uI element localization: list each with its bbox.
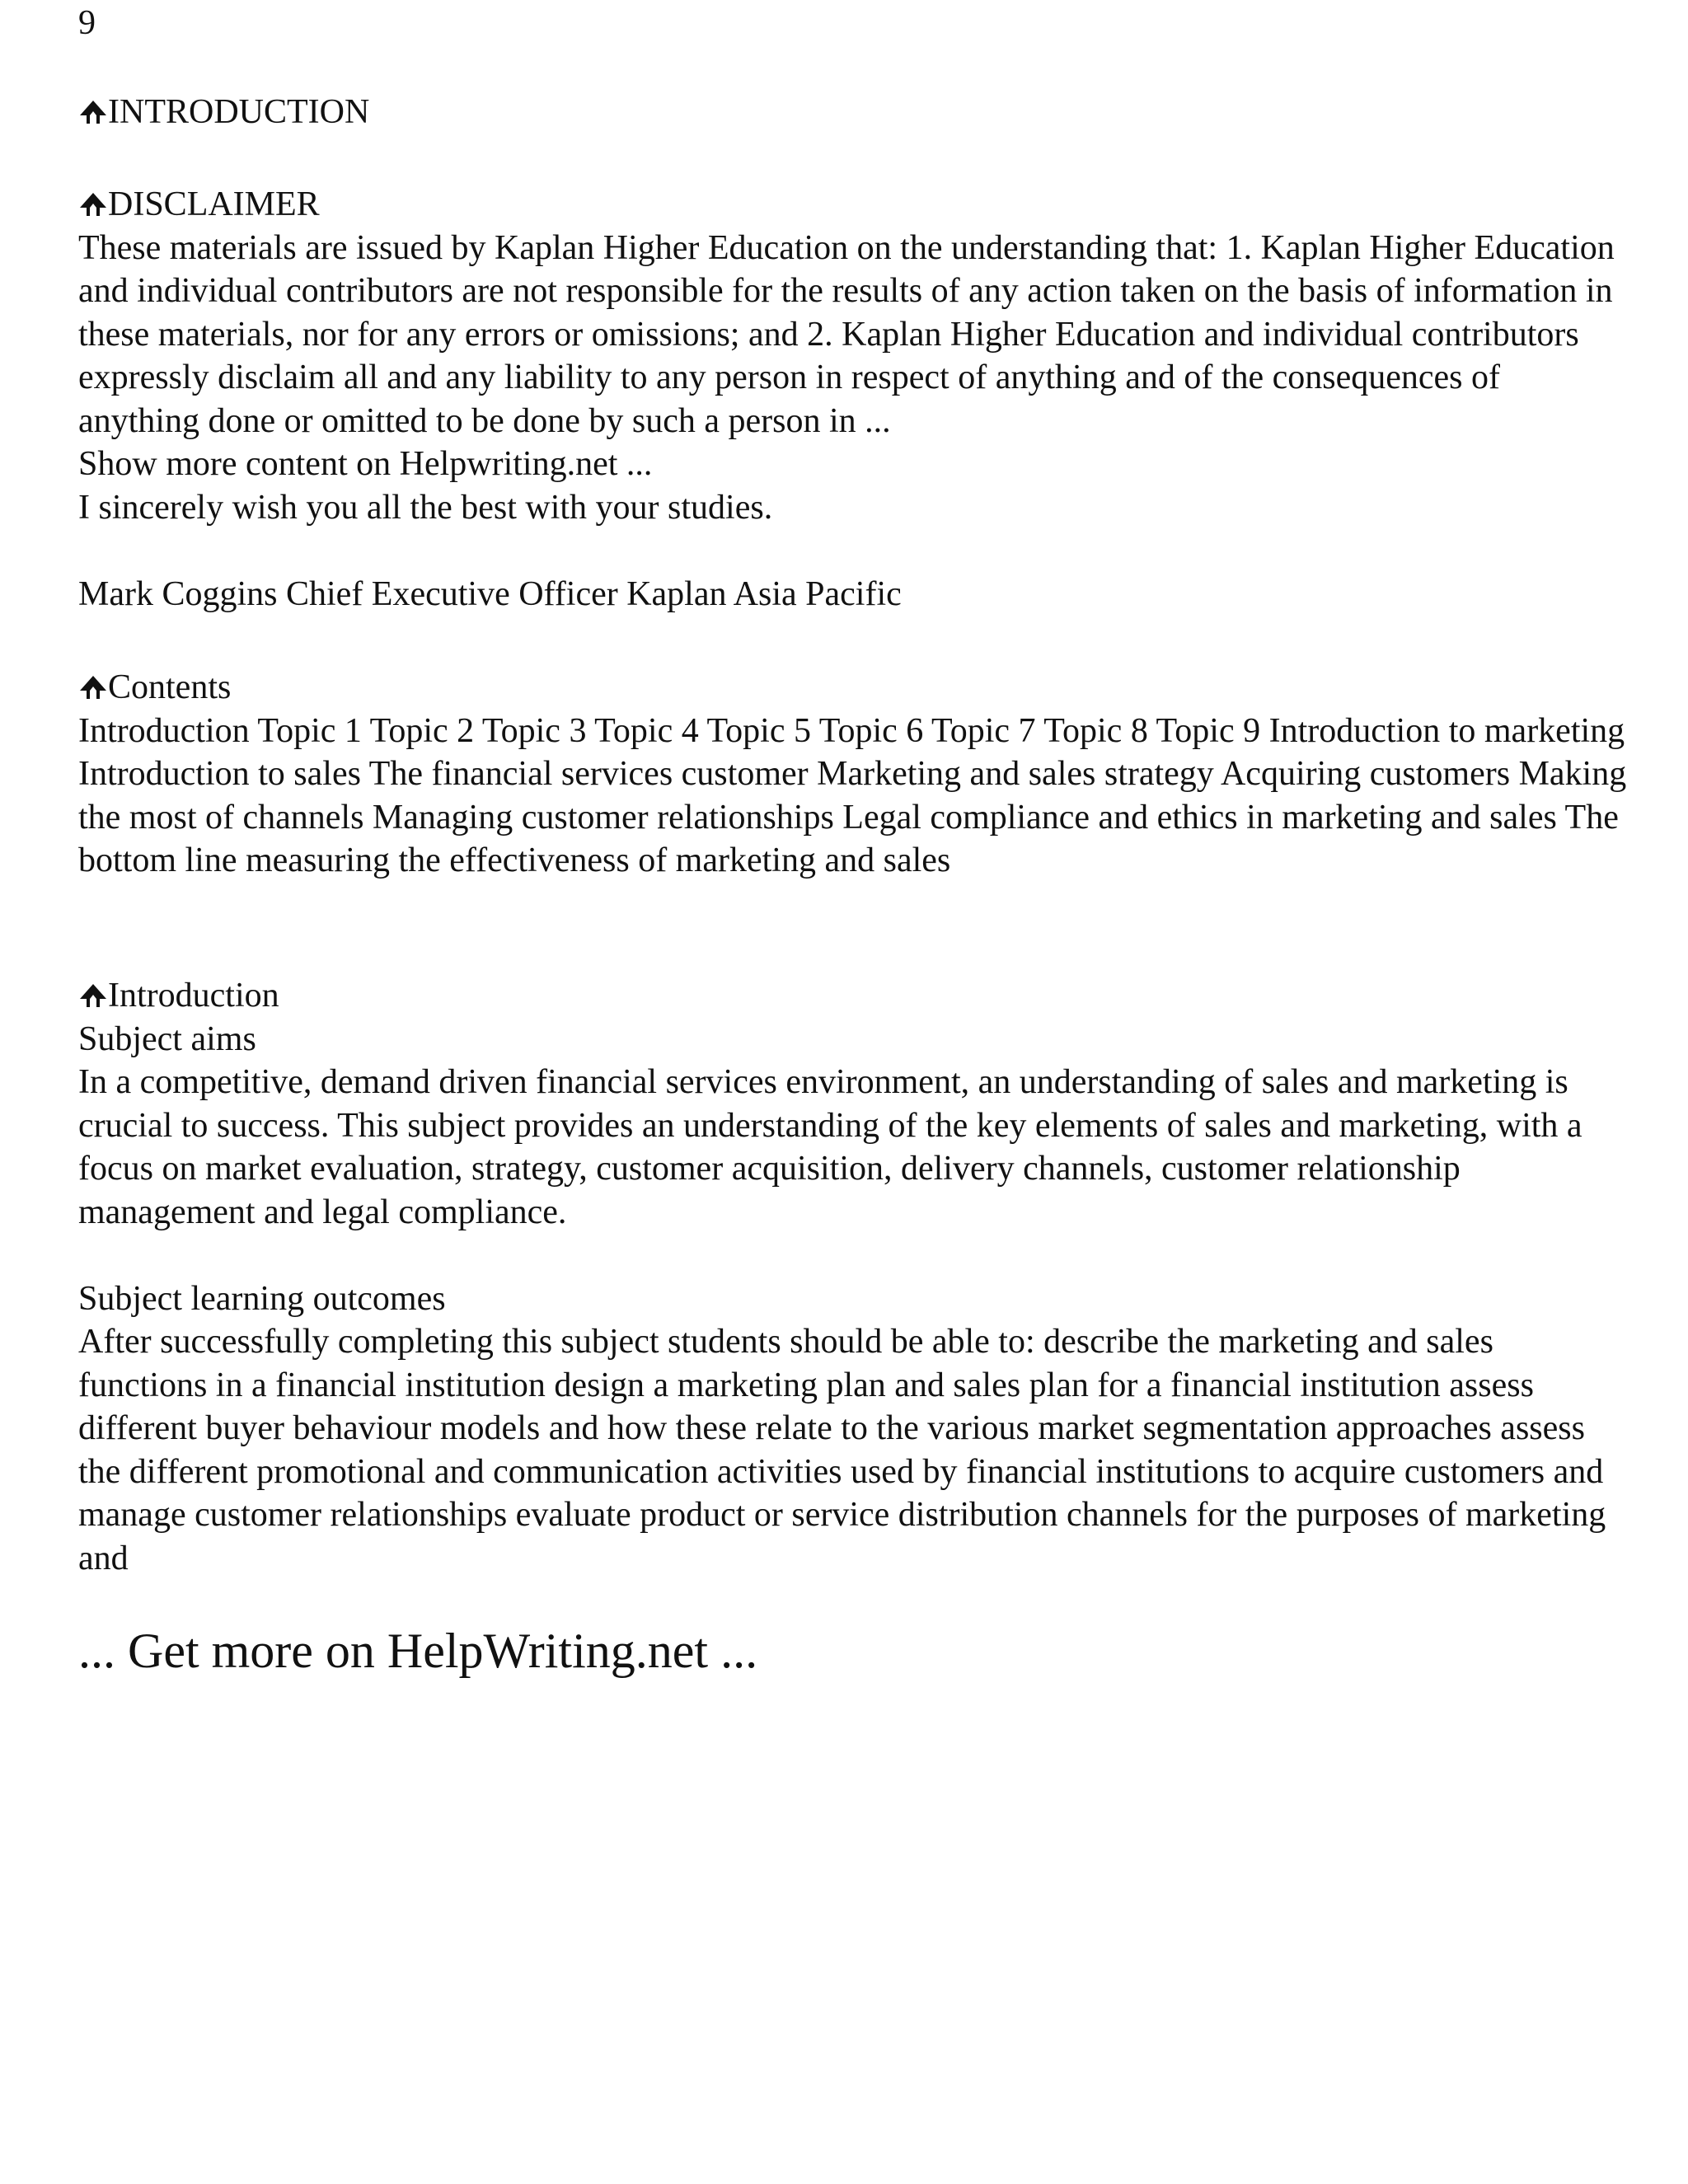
page-number: 9 bbox=[78, 4, 96, 42]
introduction-heading-label: INTRODUCTION bbox=[108, 93, 370, 131]
up-arrow-icon[interactable] bbox=[78, 981, 108, 1010]
contents-section bbox=[78, 666, 1628, 883]
subject-introduction-section bbox=[78, 974, 1628, 1580]
subject-introduction-heading-label: Introduction bbox=[108, 977, 279, 1015]
wish-text: I sincerely wish you all the best with your studies. bbox=[78, 488, 773, 527]
introduction-section bbox=[78, 91, 1628, 134]
disclaimer-section bbox=[78, 183, 1628, 616]
learning-outcomes-title: Subject learning outcomes bbox=[78, 1279, 446, 1318]
show-more-link[interactable]: Show more content on Helpwriting.net ... bbox=[78, 445, 653, 483]
up-arrow-icon[interactable] bbox=[78, 97, 108, 127]
introduction-heading[interactable] bbox=[78, 91, 1628, 134]
learning-outcomes-text: After successfully completing this subject students should be able to: describe the marketing and sales functions in a financial institution design a marketing plan and sales plan for a financial institution assess different buyer behaviour models and how these relate to the various market segmentation approaches assess the different promotional and communication activities used by financial institutions to acquire customers and manage customer relationships evaluate product or service distribution channels for the purposes of marketing and bbox=[78, 1323, 1606, 1577]
subject-introduction-heading[interactable] bbox=[78, 974, 1628, 1018]
disclaimer-text: These materials are issued by Kaplan Higher Education on the understanding that: 1. Kaplan Higher Education and individual contributors are not responsible for the results of any action taken on the basis of information in these materials, nor for any errors or omissions; and 2. Kaplan Higher Education and individual contributors expressly disclaim all and any liability to any person in respect of anything and of the consequences of anything done or omitted to be done by such a person in ... bbox=[78, 228, 1615, 440]
contents-text: Introduction Topic 1 Topic 2 Topic 3 Topic 4 Topic 5 Topic 6 Topic 7 Topic 8 Topic 9 Introduction to marketing Introduction to sales The financial services customer Marketing and sales strategy Acquiring customers Making the most of channels Managing customer relationships Legal compliance and ethics in marketing and sales The bottom line measuring the effectiveness of marketing and sales bbox=[78, 711, 1627, 879]
subject-aims-title: Subject aims bbox=[78, 1019, 256, 1058]
contents-heading-label: Contents bbox=[108, 668, 232, 706]
contents-heading[interactable] bbox=[78, 666, 1628, 710]
signature-text: Mark Coggins Chief Executive Officer Kaplan Asia Pacific bbox=[78, 574, 902, 613]
disclaimer-heading-label: DISCLAIMER bbox=[108, 185, 320, 223]
up-arrow-icon[interactable] bbox=[78, 673, 108, 702]
get-more-link[interactable]: ... Get more on HelpWriting.net ... bbox=[78, 1624, 758, 1678]
disclaimer-heading[interactable] bbox=[78, 183, 1628, 227]
subject-aims-text: In a competitive, demand driven financial services environment, an understanding of sales and marketing is crucial to success. This subject provides an understanding of the key elements of sales and marketing, with a focus on market evaluation, strategy, customer acquisition, delivery channels, customer relationship management and legal compliance. bbox=[78, 1063, 1582, 1231]
up-arrow-icon[interactable] bbox=[78, 190, 108, 219]
